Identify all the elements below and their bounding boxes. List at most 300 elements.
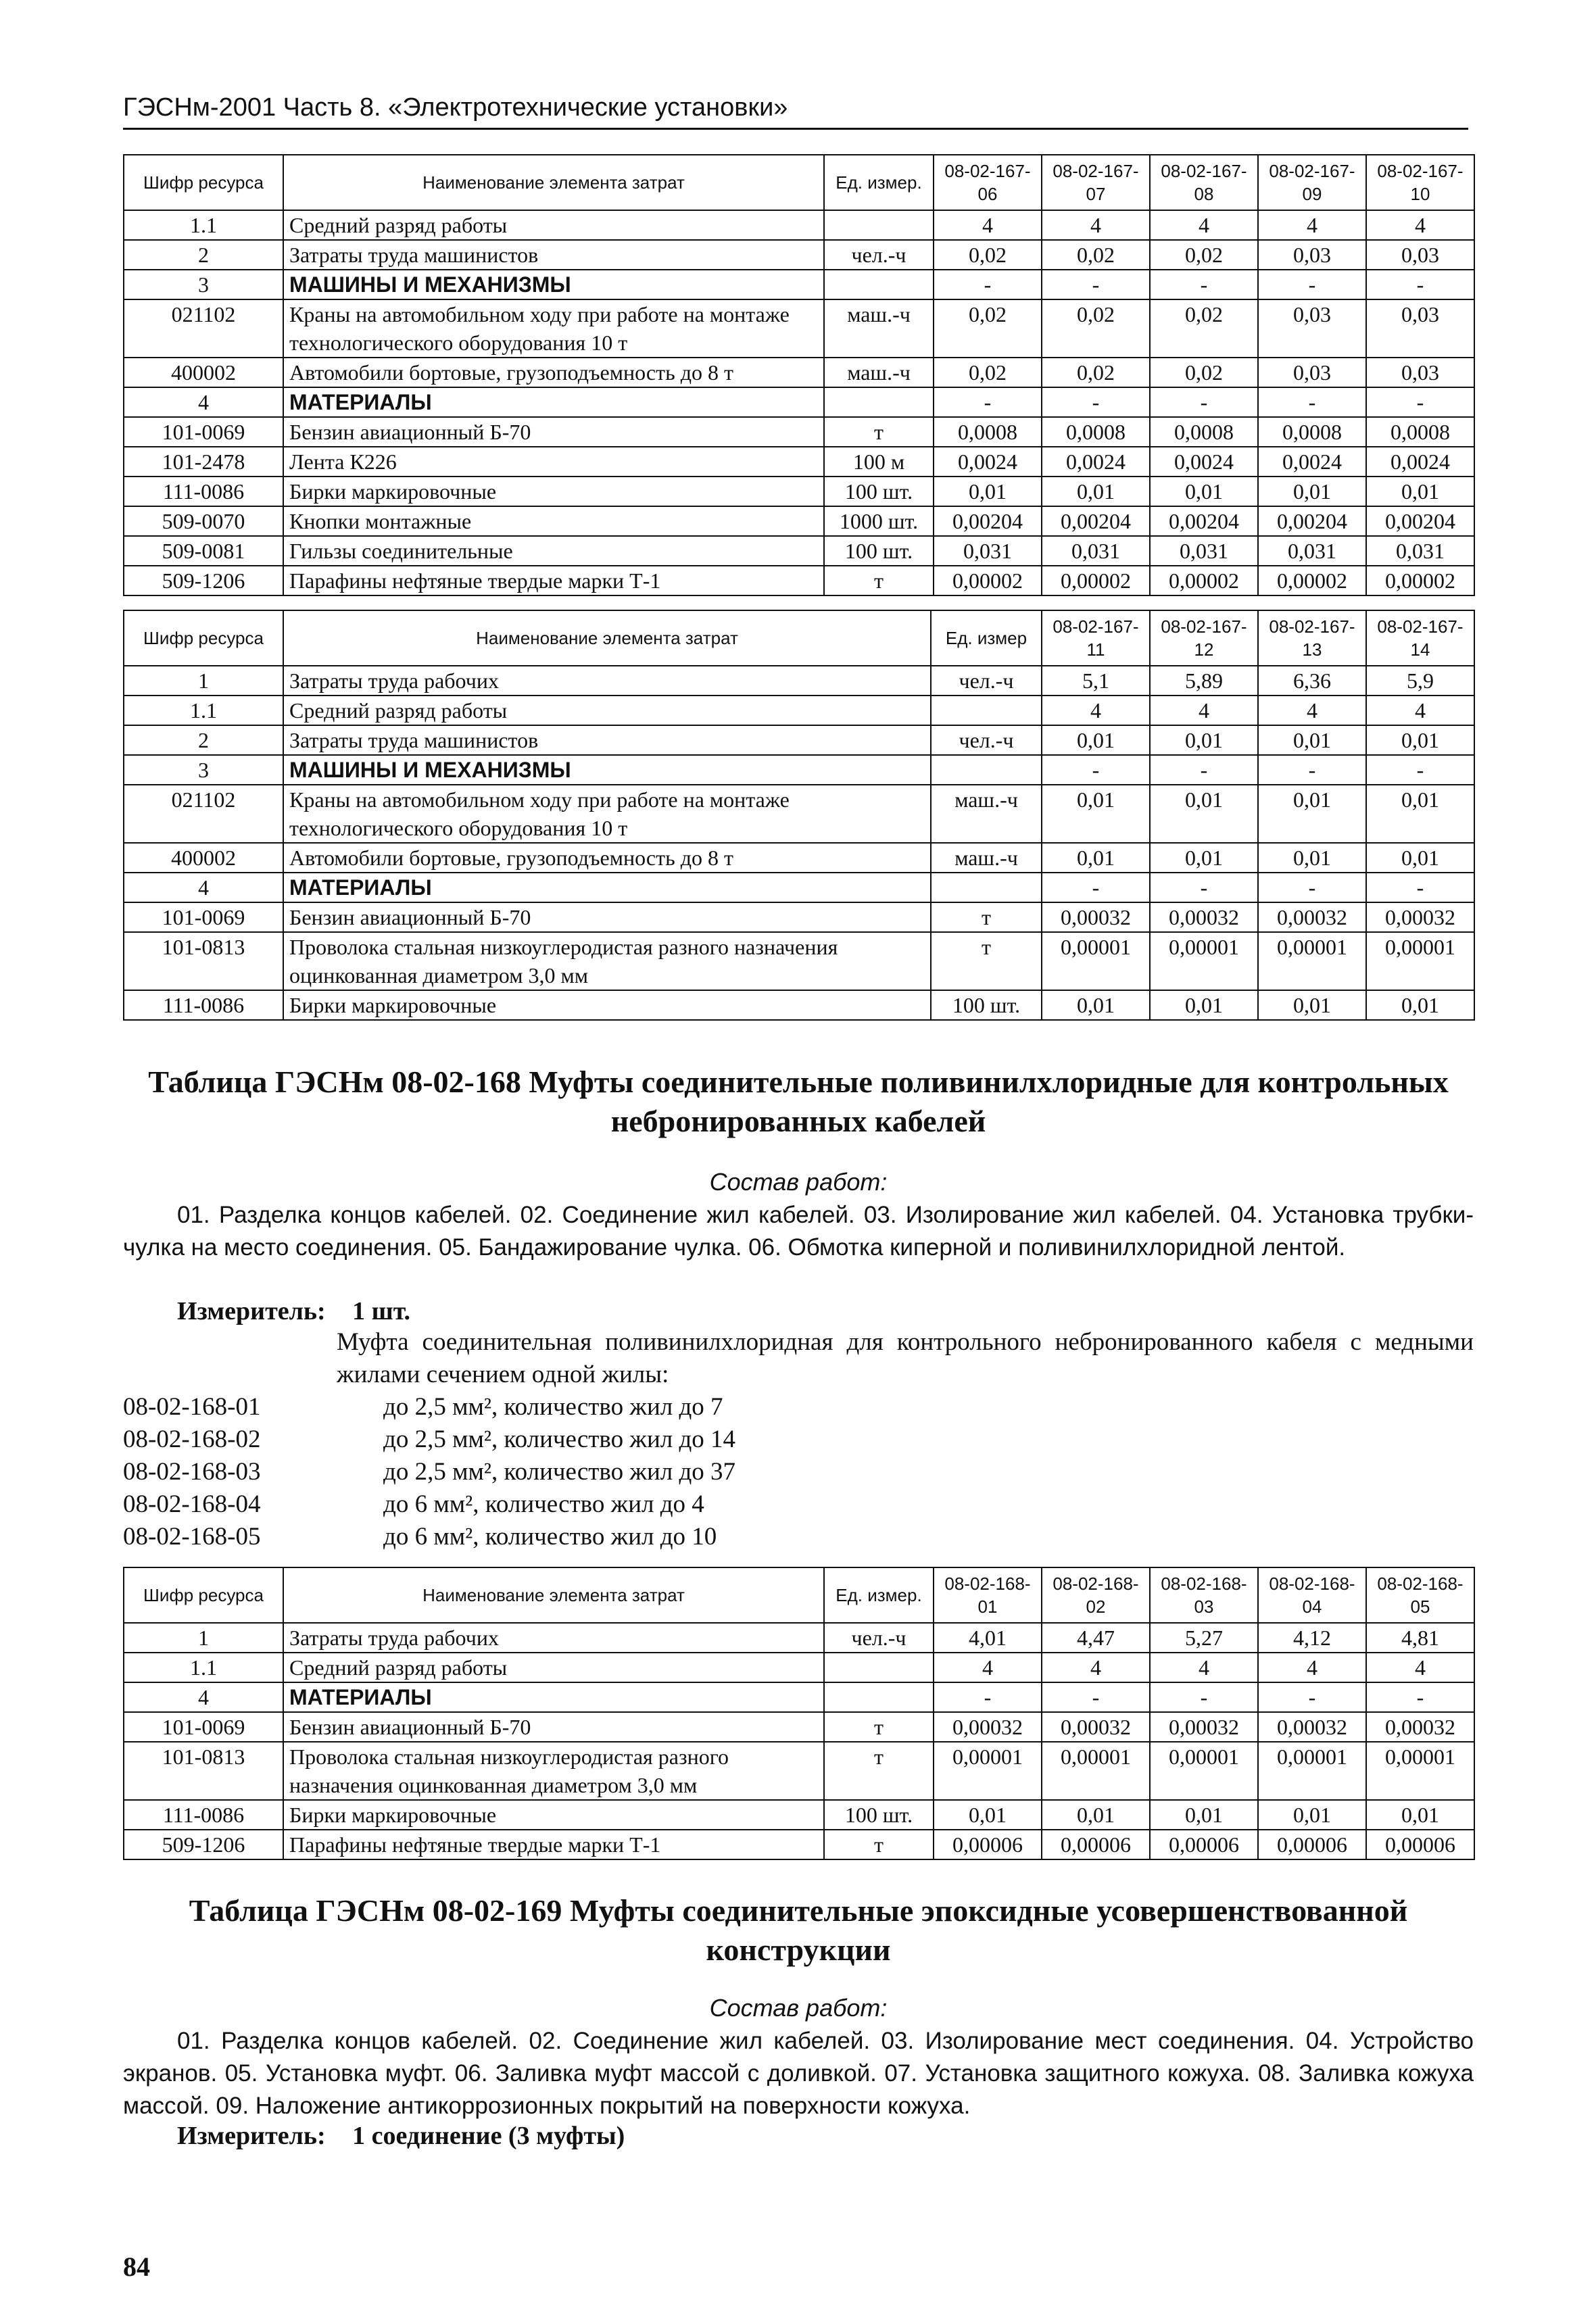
unit: т [824, 1742, 934, 1800]
resource-name: Затраты труда машинистов [283, 240, 824, 270]
value-cell: 0,02 [1042, 299, 1150, 358]
unit: маш.-ч [824, 299, 934, 358]
resource-name: Проволока стальная низкоуглеродистая разного назначения оцинкованная диаметром 3,0 мм [283, 932, 931, 990]
value-cell: - [1150, 1682, 1258, 1712]
resource-code: 509-0081 [124, 536, 283, 566]
table-row [124, 1830, 1474, 1859]
value-cell: - [1258, 1682, 1366, 1712]
header-unit: Ед. измер. [824, 155, 934, 210]
resource-code: 509-0070 [124, 506, 283, 536]
unit [824, 387, 934, 417]
value-cell: 0,00204 [1042, 506, 1150, 536]
value-cell: 0,0024 [1150, 447, 1258, 477]
resource-name: МАТЕРИАЛЫ [283, 387, 824, 417]
value-cell: 0,01 [1150, 843, 1258, 873]
value-cell: 0,01 [1258, 477, 1366, 506]
value-cell: - [1366, 387, 1474, 417]
header-norm-code: 08-02-167-10 [1366, 155, 1474, 210]
unit: 100 шт. [931, 990, 1042, 1020]
table-row [124, 270, 1474, 299]
variant-text: до 2,5 мм², количество жил до 37 [383, 1458, 736, 1486]
resource-name: Бензин авиационный Б-70 [283, 902, 931, 932]
unit: т [824, 417, 934, 447]
table-row [124, 566, 1474, 595]
value-cell: 5,1 [1042, 666, 1150, 696]
value-cell: 4 [1150, 696, 1258, 725]
value-cell: 0,01 [1366, 477, 1474, 506]
value-cell: 0,02 [1042, 358, 1150, 387]
value-cell: 0,01 [1150, 785, 1258, 843]
unit: т [824, 1712, 934, 1742]
value-cell: 0,02 [1150, 240, 1258, 270]
table-row [124, 1742, 1474, 1800]
description: Муфта соединительная поливинилхлоридная для контрольного небронированного кабеля с медными жилами сечением одной жилы: [337, 1328, 1474, 1388]
unit [931, 696, 1042, 725]
value-cell: 0,01 [1366, 785, 1474, 843]
value-cell: 0,00032 [1258, 1712, 1366, 1742]
value-cell: 0,0008 [1042, 417, 1150, 447]
table-header-row [124, 155, 1474, 210]
value-cell: 4,47 [1042, 1623, 1150, 1653]
table-row [124, 725, 1474, 755]
header-norm-code: 08-02-168-01 [934, 1567, 1042, 1623]
value-cell: 0,01 [1258, 990, 1366, 1020]
meter-value: 1 соединение (3 муфты) [352, 2122, 625, 2150]
resource-code: 101-2478 [124, 447, 283, 477]
resource-name: Автомобили бортовые, грузоподъемность до 8 т [283, 843, 931, 873]
value-cell: 0,00001 [1042, 1742, 1150, 1800]
value-cell: 4,12 [1258, 1623, 1366, 1653]
value-cell: - [1150, 270, 1258, 299]
resource-name: Кнопки монтажные [283, 506, 824, 536]
meter [177, 2121, 625, 2151]
value-cell: 0,00204 [934, 506, 1042, 536]
variant-text: до 2,5 мм², количество жил до 14 [383, 1425, 736, 1453]
value-cell: 0,00002 [1042, 566, 1150, 595]
table-167-11-14 [123, 610, 1474, 1021]
page-number: 84 [123, 2251, 150, 2282]
value-cell: - [1042, 873, 1150, 902]
value-cell: 6,36 [1258, 666, 1366, 696]
resource-code: 400002 [124, 843, 283, 873]
resource-name: Проволока стальная низкоуглеродистая разного назначения оцинкованная диаметром 3,0 мм [283, 1742, 824, 1800]
value-cell: - [1258, 387, 1366, 417]
value-cell: 4,01 [934, 1623, 1042, 1653]
table-row [124, 417, 1474, 447]
resource-name: Краны на автомобильном ходу при работе на монтаже технологического оборудования 10 т [283, 785, 931, 843]
value-cell: 0,00032 [1150, 1712, 1258, 1742]
resource-code: 2 [124, 240, 283, 270]
value-cell: 0,01 [1258, 785, 1366, 843]
unit [931, 873, 1042, 902]
header-norm-code: 08-02-168-03 [1150, 1567, 1258, 1623]
value-cell: 0,02 [934, 240, 1042, 270]
unit: т [824, 566, 934, 595]
unit [824, 210, 934, 240]
resource-code: 400002 [124, 358, 283, 387]
unit [931, 755, 1042, 785]
value-cell: 0,00001 [1042, 932, 1150, 990]
resource-code: 4 [124, 873, 283, 902]
value-cell: 4 [1042, 696, 1150, 725]
table-167-06-10 [123, 154, 1474, 596]
resource-name: МАТЕРИАЛЫ [283, 1682, 824, 1712]
variant-code: 08-02-168-02 [123, 1425, 261, 1453]
resource-code: 101-0069 [124, 902, 283, 932]
table-row [124, 506, 1474, 536]
table-row [124, 990, 1474, 1020]
resource-code: 111-0086 [124, 990, 283, 1020]
unit [824, 1682, 934, 1712]
resource-name: Средний разряд работы [283, 1653, 824, 1682]
header-norm-code: 08-02-167-09 [1258, 155, 1366, 210]
value-cell: - [1150, 755, 1258, 785]
value-cell: 0,00032 [1366, 902, 1474, 932]
table-row [124, 1623, 1474, 1653]
header-code: Шифр ресурса [124, 610, 283, 666]
header-code: Шифр ресурса [124, 155, 283, 210]
value-cell: 0,03 [1366, 358, 1474, 387]
resource-code: 509-1206 [124, 1830, 283, 1859]
resource-code: 111-0086 [124, 477, 283, 506]
unit: чел.-ч [931, 666, 1042, 696]
value-cell: 0,0008 [1258, 417, 1366, 447]
value-cell: 4 [1258, 210, 1366, 240]
value-cell: 0,00032 [934, 1712, 1042, 1742]
unit: т [931, 902, 1042, 932]
value-cell: 0,031 [1150, 536, 1258, 566]
header-norm-code: 08-02-168-04 [1258, 1567, 1366, 1623]
header-norm-code: 08-02-167-12 [1150, 610, 1258, 666]
value-cell: - [1042, 270, 1150, 299]
header-name: Наименование элемента затрат [283, 1567, 824, 1623]
value-cell: 0,00006 [1150, 1830, 1258, 1859]
value-cell: - [934, 270, 1042, 299]
table-row [124, 240, 1474, 270]
value-cell: 4 [1258, 696, 1366, 725]
value-cell: 0,00032 [1042, 902, 1150, 932]
table-row [124, 666, 1474, 696]
value-cell: 0,00032 [1042, 1712, 1150, 1742]
value-cell: 0,00001 [934, 1742, 1042, 1800]
value-cell: 0,031 [1366, 536, 1474, 566]
value-cell: 0,02 [934, 299, 1042, 358]
value-cell: 0,0008 [934, 417, 1042, 447]
unit: маш.-ч [824, 358, 934, 387]
value-cell: - [1258, 755, 1366, 785]
composition-text: 01. Разделка концов кабелей. 02. Соединение жил кабелей. 03. Изолирование жил кабелей. 04. Установка трубки-чулка на место соединения. 05. Бандажирование чулка. 06. Обмотка киперной и поливинилхлоридной лентой. [123, 1202, 1474, 1261]
composition-label: Состав работ: [709, 1168, 888, 1196]
header-norm-code: 08-02-167-11 [1042, 610, 1150, 666]
table-row [124, 843, 1474, 873]
resource-name: Гильзы соединительные [283, 536, 824, 566]
value-cell: 0,01 [1366, 725, 1474, 755]
resource-name: МАШИНЫ И МЕХАНИЗМЫ [283, 270, 824, 299]
value-cell: - [1366, 1682, 1474, 1712]
unit [824, 270, 934, 299]
value-cell: 4 [1258, 1653, 1366, 1682]
value-cell: 0,02 [1150, 299, 1258, 358]
resource-table [123, 154, 1475, 596]
value-cell: - [1042, 1682, 1150, 1712]
resource-code: 4 [124, 1682, 283, 1712]
resource-code: 101-0069 [124, 1712, 283, 1742]
resource-code: 1.1 [124, 1653, 283, 1682]
header-norm-code: 08-02-168-05 [1366, 1567, 1474, 1623]
table-row [124, 873, 1474, 902]
resource-name: Затраты труда рабочих [283, 1623, 824, 1653]
value-cell: 0,01 [1150, 990, 1258, 1020]
table-row [124, 387, 1474, 417]
meter-value: 1 шт. [352, 1297, 411, 1325]
value-cell: 5,89 [1150, 666, 1258, 696]
value-cell: 0,01 [1150, 477, 1258, 506]
resource-name: Затраты труда рабочих [283, 666, 931, 696]
variant-item [123, 1423, 735, 1456]
resource-code: 101-0069 [124, 417, 283, 447]
resource-code: 021102 [124, 785, 283, 843]
value-cell: 0,00002 [934, 566, 1042, 595]
resource-name: Бензин авиационный Б-70 [283, 417, 824, 447]
value-cell: 0,02 [1042, 240, 1150, 270]
value-cell: 0,03 [1258, 240, 1366, 270]
value-cell: 4 [1150, 210, 1258, 240]
value-cell: 0,0024 [1042, 447, 1150, 477]
value-cell: 0,00204 [1366, 506, 1474, 536]
value-cell: 0,01 [934, 477, 1042, 506]
value-cell: 0,00032 [1366, 1712, 1474, 1742]
value-cell: 0,00006 [934, 1830, 1042, 1859]
value-cell: 4 [934, 210, 1042, 240]
value-cell: 0,00032 [1258, 902, 1366, 932]
value-cell: - [1150, 387, 1258, 417]
unit: маш.-ч [931, 843, 1042, 873]
resource-code: 2 [124, 725, 283, 755]
section-title-168: Таблица ГЭСНм 08-02-168 Муфты соединительные поливинилхлоридные для контрольных небронированных кабелей [148, 1065, 1449, 1138]
value-cell: 4 [1366, 210, 1474, 240]
unit: 100 шт. [824, 536, 934, 566]
value-cell: 0,00006 [1366, 1830, 1474, 1859]
value-cell: 0,01 [1258, 843, 1366, 873]
resource-name: Бензин авиационный Б-70 [283, 1712, 824, 1742]
value-cell: 0,00001 [1150, 932, 1258, 990]
resource-name: МАТЕРИАЛЫ [283, 873, 931, 902]
table-row [124, 210, 1474, 240]
value-cell: 0,01 [1042, 785, 1150, 843]
value-cell: - [1258, 270, 1366, 299]
variant-text: до 6 мм², количество жил до 10 [383, 1523, 717, 1551]
value-cell: 0,02 [934, 358, 1042, 387]
resource-name: Парафины нефтяные твердые марки Т-1 [283, 1830, 824, 1859]
resource-name: Лента К226 [283, 447, 824, 477]
unit: 100 м [824, 447, 934, 477]
value-cell: 0,03 [1258, 358, 1366, 387]
table-row [124, 358, 1474, 387]
meter-label: Измеритель: [177, 2122, 326, 2150]
resource-code: 3 [124, 755, 283, 785]
value-cell: 0,00001 [1258, 1742, 1366, 1800]
value-cell: 0,00001 [1366, 1742, 1474, 1800]
variant-code: 08-02-168-03 [123, 1458, 261, 1486]
resource-name: Средний разряд работы [283, 696, 931, 725]
header-unit: Ед. измер. [824, 1567, 934, 1623]
resource-name: Бирки маркировочные [283, 990, 931, 1020]
value-cell: 0,01 [1366, 1800, 1474, 1830]
page-header: ГЭСНм-2001 Часть 8. «Электротехнические установки» [123, 93, 1468, 130]
value-cell: 4 [1150, 1653, 1258, 1682]
value-cell: 0,01 [934, 1800, 1042, 1830]
variant-text: до 2,5 мм², количество жил до 7 [383, 1393, 723, 1421]
value-cell: 0,00002 [1366, 566, 1474, 595]
resource-name: Затраты труда машинистов [283, 725, 931, 755]
section-title-169: Таблица ГЭСНм 08-02-169 Муфты соединительные эпоксидные усовершенствованной конструкции [189, 1893, 1408, 1967]
composition-label: Состав работ: [709, 1994, 888, 2022]
resource-name: Средний разряд работы [283, 210, 824, 240]
value-cell: - [1258, 873, 1366, 902]
resource-code: 4 [124, 387, 283, 417]
value-cell: 0,02 [1150, 358, 1258, 387]
value-cell: 0,031 [1042, 536, 1150, 566]
value-cell: 0,00006 [1042, 1830, 1150, 1859]
variant-code: 08-02-168-05 [123, 1523, 261, 1551]
value-cell: 0,00204 [1150, 506, 1258, 536]
value-cell: 0,031 [934, 536, 1042, 566]
value-cell: 0,03 [1258, 299, 1366, 358]
resource-code: 1.1 [124, 210, 283, 240]
value-cell: 0,01 [1150, 725, 1258, 755]
value-cell: 0,0008 [1366, 417, 1474, 447]
value-cell: - [934, 1682, 1042, 1712]
value-cell: - [1150, 873, 1258, 902]
value-cell: 0,01 [1042, 843, 1150, 873]
value-cell: 0,01 [1042, 1800, 1150, 1830]
value-cell: 4 [1366, 1653, 1474, 1682]
value-cell: - [1042, 755, 1150, 785]
header-norm-code: 08-02-167-06 [934, 155, 1042, 210]
table-row [124, 447, 1474, 477]
value-cell: 5,9 [1366, 666, 1474, 696]
table-row [124, 1682, 1474, 1712]
resource-code: 111-0086 [124, 1800, 283, 1830]
value-cell: 0,031 [1258, 536, 1366, 566]
resource-name: Автомобили бортовые, грузоподъемность до 8 т [283, 358, 824, 387]
table-header-row [124, 1567, 1474, 1623]
value-cell: 0,01 [1042, 477, 1150, 506]
value-cell: - [1366, 270, 1474, 299]
value-cell: 0,01 [1366, 990, 1474, 1020]
value-cell: 4 [1042, 210, 1150, 240]
header-unit: Ед. измер [931, 610, 1042, 666]
header-code: Шифр ресурса [124, 1567, 283, 1623]
value-cell: 0,03 [1366, 240, 1474, 270]
table-row [124, 696, 1474, 725]
meter [177, 1296, 410, 1326]
table-row [124, 536, 1474, 566]
resource-code: 509-1206 [124, 566, 283, 595]
value-cell: 0,01 [1150, 1800, 1258, 1830]
table-row [124, 1653, 1474, 1682]
table-168 [123, 1567, 1474, 1860]
resource-name: Краны на автомобильном ходу при работе на монтаже технологического оборудования 10 т [283, 299, 824, 358]
value-cell: 0,00002 [1258, 566, 1366, 595]
unit: 100 шт. [824, 477, 934, 506]
header-norm-code: 08-02-168-02 [1042, 1567, 1150, 1623]
variant-item [123, 1521, 717, 1553]
header-norm-code: 08-02-167-14 [1366, 610, 1474, 666]
resource-code: 021102 [124, 299, 283, 358]
resource-code: 1.1 [124, 696, 283, 725]
value-cell: 0,00032 [1150, 902, 1258, 932]
value-cell: 4 [1042, 1653, 1150, 1682]
header-norm-code: 08-02-167-07 [1042, 155, 1150, 210]
value-cell: 0,00001 [1258, 932, 1366, 990]
value-cell: 0,01 [1258, 1800, 1366, 1830]
value-cell: 4,81 [1366, 1623, 1474, 1653]
resource-name: Бирки маркировочные [283, 477, 824, 506]
value-cell: 0,0024 [934, 447, 1042, 477]
value-cell: 5,27 [1150, 1623, 1258, 1653]
meter-label: Измеритель: [177, 1297, 326, 1325]
variant-code: 08-02-168-01 [123, 1393, 261, 1421]
variant-item [123, 1488, 704, 1521]
resource-name: Бирки маркировочные [283, 1800, 824, 1830]
unit: 1000 шт. [824, 506, 934, 536]
unit: маш.-ч [931, 785, 1042, 843]
variant-code: 08-02-168-04 [123, 1490, 261, 1518]
table-row [124, 932, 1474, 990]
table-row [124, 785, 1474, 843]
unit [824, 1653, 934, 1682]
value-cell: - [1042, 387, 1150, 417]
value-cell: 0,03 [1366, 299, 1474, 358]
resource-code: 3 [124, 270, 283, 299]
resource-table [123, 1567, 1475, 1860]
value-cell: 0,01 [1042, 990, 1150, 1020]
header-norm-code: 08-02-167-13 [1258, 610, 1366, 666]
variant-item [123, 1391, 723, 1423]
unit: 100 шт. [824, 1800, 934, 1830]
table-row [124, 755, 1474, 785]
resource-name: МАШИНЫ И МЕХАНИЗМЫ [283, 755, 931, 785]
value-cell: 0,00002 [1150, 566, 1258, 595]
table-row [124, 902, 1474, 932]
unit: т [931, 932, 1042, 990]
value-cell: 0,00204 [1258, 506, 1366, 536]
table-row [124, 1800, 1474, 1830]
table-row [124, 477, 1474, 506]
resource-name: Парафины нефтяные твердые марки Т-1 [283, 566, 824, 595]
value-cell: 0,00001 [1366, 932, 1474, 990]
value-cell: 0,01 [1258, 725, 1366, 755]
value-cell: 0,01 [1366, 843, 1474, 873]
header-name: Наименование элемента затрат [283, 610, 931, 666]
value-cell: 0,01 [1042, 725, 1150, 755]
value-cell: 0,0008 [1150, 417, 1258, 447]
table-row [124, 299, 1474, 358]
unit: т [824, 1830, 934, 1859]
variant-item [123, 1456, 735, 1488]
header-name: Наименование элемента затрат [283, 155, 824, 210]
value-cell: - [934, 387, 1042, 417]
resource-code: 101-0813 [124, 1742, 283, 1800]
value-cell: 0,00001 [1150, 1742, 1258, 1800]
variant-text: до 6 мм², количество жил до 4 [383, 1490, 704, 1518]
value-cell: - [1366, 755, 1474, 785]
resource-code: 1 [124, 666, 283, 696]
header-norm-code: 08-02-167-08 [1150, 155, 1258, 210]
resource-code: 101-0813 [124, 932, 283, 990]
value-cell: 0,0024 [1366, 447, 1474, 477]
